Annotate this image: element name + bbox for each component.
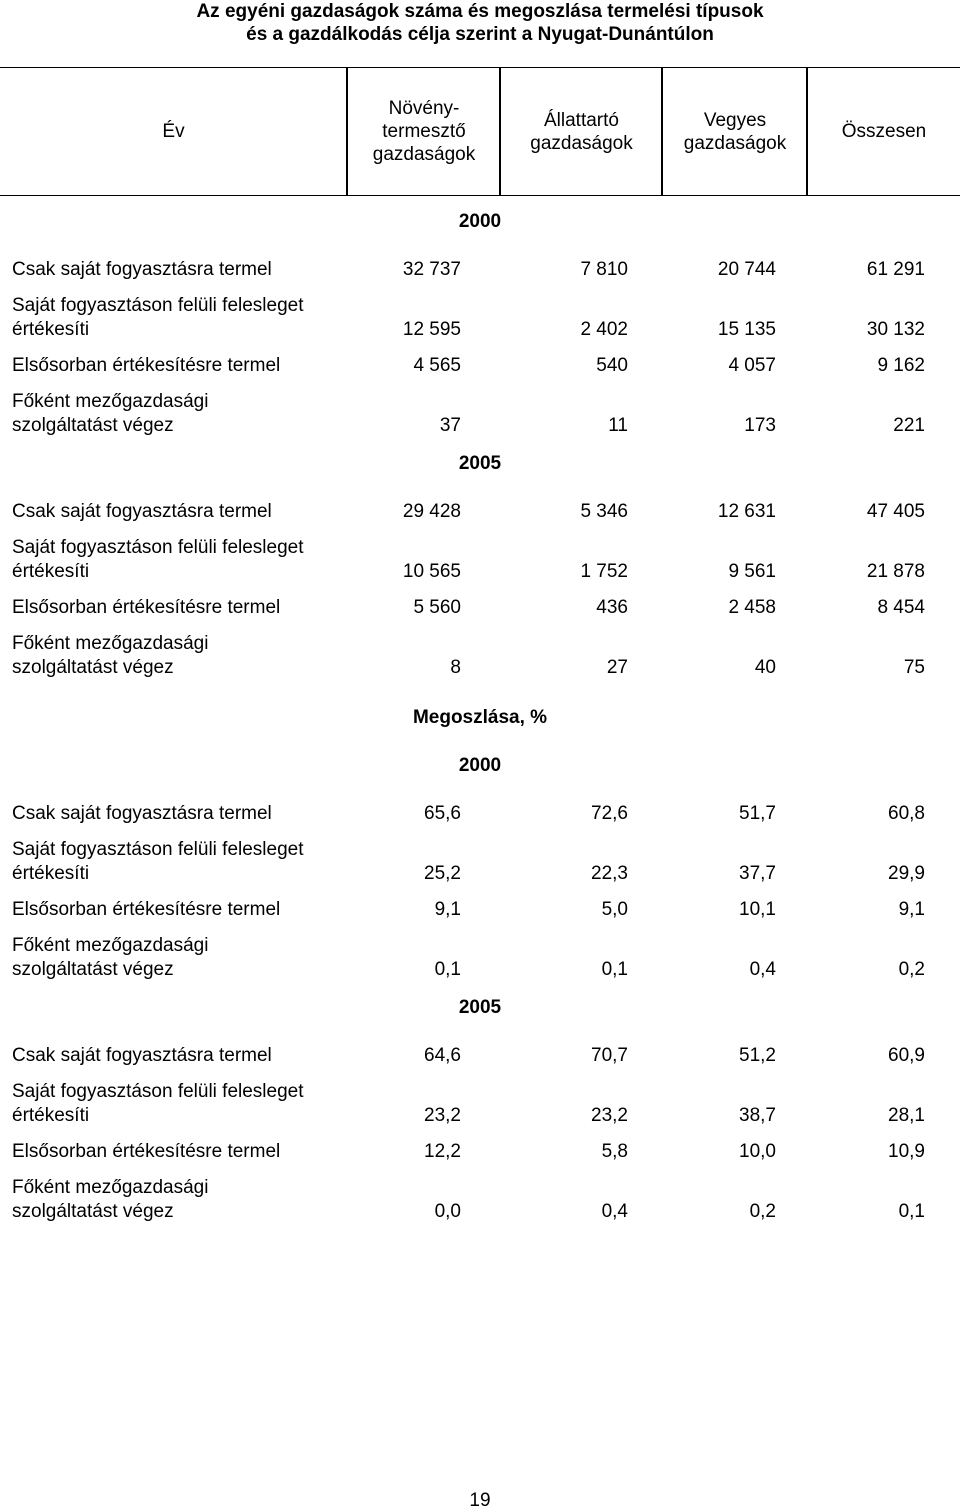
row-label: [12, 258, 372, 282]
cell-allattarto: 23,2: [591, 1105, 628, 1126]
row-label-line: Főként mezőgazdasági: [12, 633, 209, 654]
cell-vegyes: 37,7: [739, 863, 776, 884]
year-heading: 2005: [458, 997, 502, 1018]
cell-vegyes: 0,2: [749, 1201, 776, 1222]
row-label: [12, 632, 372, 680]
cell-allattarto: 11: [608, 415, 628, 436]
row-label: [12, 390, 372, 438]
row-label-line: Elsősorban értékesítésre termel: [12, 597, 281, 618]
cell-vegyes: 12 631: [717, 501, 776, 522]
row-label: [12, 1044, 372, 1068]
header-noveny-line-2: termesztő: [382, 121, 466, 142]
cell-allattarto: 0,4: [601, 1201, 628, 1222]
cell-noveny: 10 565: [402, 561, 461, 582]
row-label: [12, 294, 372, 342]
header-osszesen: [808, 68, 960, 195]
cell-allattarto: 436: [596, 597, 628, 618]
header-noveny: [348, 68, 500, 195]
row-label: [12, 596, 372, 620]
cell-osszesen: 29,9: [888, 863, 925, 884]
cell-vegyes: 2 458: [728, 597, 776, 618]
cell-vegyes: 4 057: [728, 355, 776, 376]
cell-noveny: 9,1: [434, 899, 461, 920]
header-allattarto-line-2: gazdaságok: [530, 132, 633, 154]
row-label-line: Saját fogyasztáson felüli felesleget: [12, 537, 304, 558]
header-noveny-line-3: gazdaságok: [372, 144, 476, 165]
row-label-line: Saját fogyasztáson felüli felesleget: [12, 295, 304, 316]
cell-allattarto: 70,7: [591, 1045, 628, 1066]
cell-noveny: 29 428: [402, 501, 461, 522]
row-label-line: Csak saját fogyasztásra termel: [12, 803, 272, 824]
cell-noveny: 8: [450, 657, 461, 678]
cell-osszesen: 60,8: [888, 803, 925, 824]
cell-noveny: 25,2: [424, 863, 461, 884]
cell-allattarto: 5,0: [601, 899, 628, 920]
row-label: [12, 500, 372, 524]
row-label-line: értékesíti: [12, 1105, 90, 1126]
row-label-line: értékesíti: [12, 561, 90, 582]
cell-allattarto: 7 810: [580, 259, 628, 280]
cell-osszesen: 21 878: [866, 561, 925, 582]
cell-vegyes: 38,7: [739, 1105, 776, 1126]
row-label: [12, 898, 372, 922]
header-osszesen-label: Összesen: [841, 121, 927, 142]
cell-allattarto: 5,8: [601, 1141, 628, 1162]
cell-noveny: 0,1: [434, 959, 461, 980]
cell-vegyes: 20 744: [717, 259, 776, 280]
cell-osszesen: 0,2: [898, 959, 925, 980]
row-label-line: értékesíti: [12, 863, 90, 884]
header-vegyes-line-2: gazdaságok: [683, 132, 787, 154]
page-number: 19: [469, 1490, 491, 1511]
row-label-line: szolgáltatást végez: [12, 1201, 174, 1222]
row-label-line: Elsősorban értékesítésre termel: [12, 355, 281, 376]
cell-allattarto: 0,1: [601, 959, 628, 980]
row-label-line: szolgáltatást végez: [12, 415, 174, 436]
cell-allattarto: 27: [606, 657, 628, 678]
cell-noveny: 4 565: [413, 355, 461, 376]
header-allattarto: [501, 68, 662, 195]
cell-vegyes: 10,0: [739, 1141, 776, 1162]
table-header: [0, 67, 960, 196]
cell-allattarto: 72,6: [591, 803, 628, 824]
cell-osszesen: 61 291: [866, 259, 925, 280]
cell-osszesen: 8 454: [877, 597, 925, 618]
cell-osszesen: 0,1: [898, 1201, 925, 1222]
cell-vegyes: 40: [754, 657, 776, 678]
cell-vegyes: 173: [744, 415, 776, 436]
table-title-line-1: Az egyéni gazdaságok száma és megoszlása termelési típusok: [196, 1, 764, 22]
cell-noveny: 0,0: [434, 1201, 461, 1222]
table-title: [0, 0, 960, 46]
cell-vegyes: 51,2: [739, 1045, 776, 1066]
row-label-line: Főként mezőgazdasági: [12, 391, 209, 412]
cell-vegyes: 0,4: [749, 959, 776, 980]
row-label-line: Elsősorban értékesítésre termel: [12, 899, 281, 920]
cell-osszesen: 9,1: [898, 899, 925, 920]
row-label: [12, 934, 372, 982]
row-label-line: Csak saját fogyasztásra termel: [12, 501, 272, 522]
row-label-line: értékesíti: [12, 319, 90, 340]
row-label: [12, 838, 372, 886]
year-heading: 2000: [458, 755, 502, 776]
cell-osszesen: 28,1: [888, 1105, 925, 1126]
year-heading: 2000: [458, 211, 502, 232]
cell-osszesen: 75: [903, 657, 925, 678]
cell-osszesen: 9 162: [877, 355, 925, 376]
row-label: [12, 1140, 372, 1164]
row-label: [12, 1080, 372, 1128]
cell-osszesen: 60,9: [888, 1045, 925, 1066]
cell-osszesen: 47 405: [866, 501, 925, 522]
cell-noveny: 37: [439, 415, 461, 436]
cell-allattarto: 2 402: [580, 319, 628, 340]
row-label-line: Főként mezőgazdasági: [12, 1177, 209, 1198]
header-ev-label: Év: [162, 121, 185, 142]
cell-vegyes: 51,7: [739, 803, 776, 824]
row-label-line: Saját fogyasztáson felüli felesleget: [12, 1081, 304, 1102]
cell-noveny: 23,2: [424, 1105, 461, 1126]
cell-allattarto: 5 346: [580, 501, 628, 522]
row-label-line: Elsősorban értékesítésre termel: [12, 1141, 281, 1162]
section-heading-megoszlas: Megoszlása, %: [412, 707, 548, 728]
cell-vegyes: 15 135: [717, 319, 776, 340]
row-label-line: Csak saját fogyasztásra termel: [12, 1045, 272, 1066]
cell-osszesen: 10,9: [888, 1141, 925, 1162]
cell-vegyes: 10,1: [739, 899, 776, 920]
row-label: [12, 354, 372, 378]
year-heading: 2005: [458, 453, 502, 474]
table-title-line-2: és a gazdálkodás célja szerint a Nyugat-Dunántúlon: [246, 24, 714, 45]
row-label-line: Csak saját fogyasztásra termel: [12, 259, 272, 280]
cell-noveny: 12 595: [402, 319, 461, 340]
header-noveny-line-1: Növény-: [388, 98, 460, 119]
header-vegyes-line-1: Vegyes: [703, 109, 767, 131]
row-label-line: Főként mezőgazdasági: [12, 935, 209, 956]
row-label: [12, 1176, 372, 1224]
row-label-line: szolgáltatást végez: [12, 657, 174, 678]
cell-noveny: 65,6: [424, 803, 461, 824]
cell-allattarto: 540: [596, 355, 628, 376]
row-label-line: Saját fogyasztáson felüli felesleget: [12, 839, 304, 860]
cell-vegyes: 9 561: [728, 561, 776, 582]
header-allattarto-line-1: Állattartó: [544, 109, 619, 131]
row-label: [12, 802, 372, 826]
cell-osszesen: 221: [893, 415, 925, 436]
cell-noveny: 32 737: [402, 259, 461, 280]
cell-noveny: 64,6: [424, 1045, 461, 1066]
cell-allattarto: 22,3: [591, 863, 628, 884]
cell-osszesen: 30 132: [866, 319, 925, 340]
header-ev: [0, 68, 347, 195]
cell-noveny: 5 560: [413, 597, 461, 618]
row-label: [12, 536, 372, 584]
header-vegyes: [663, 68, 807, 195]
cell-noveny: 12,2: [424, 1141, 461, 1162]
cell-allattarto: 1 752: [580, 561, 628, 582]
row-label-line: szolgáltatást végez: [12, 959, 174, 980]
